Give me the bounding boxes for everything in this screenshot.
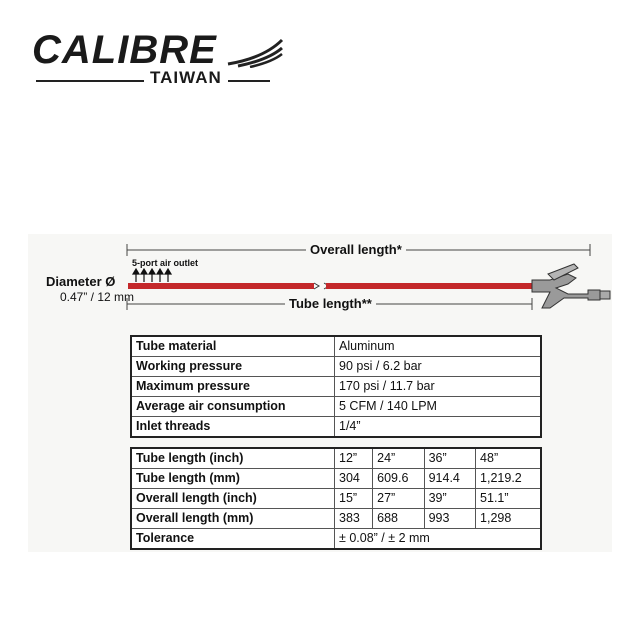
diameter-value: 0.47” / 12 mm <box>60 290 135 304</box>
outlet-arrows-icon <box>133 269 171 282</box>
logo-rule-left <box>36 80 144 82</box>
logo-brand-text: CALIBRE <box>32 28 217 72</box>
tube-segment-left <box>128 283 314 289</box>
inlet-fitting <box>600 291 610 299</box>
logo-subtitle: TAIWAN <box>150 68 222 87</box>
length-cell: 688 <box>373 509 424 529</box>
spec-label: Working pressure <box>131 357 335 377</box>
length-label: Tube length (mm) <box>131 469 335 489</box>
spec-table <box>130 335 542 438</box>
tolerance-label: Tolerance <box>131 529 335 550</box>
spec-label: Average air consumption <box>131 397 335 417</box>
table-row <box>131 509 541 529</box>
length-cell: 51.1” <box>476 489 541 509</box>
length-cell: 304 <box>335 469 373 489</box>
spec-value: 90 psi / 6.2 bar <box>335 357 542 377</box>
length-cell: 12” <box>335 448 373 469</box>
spec-value: 170 psi / 11.7 bar <box>335 377 542 397</box>
spec-value: 5 CFM / 140 LPM <box>335 397 542 417</box>
tube-length-label: Tube length** <box>285 296 376 311</box>
length-label: Overall length (inch) <box>131 489 335 509</box>
table-row <box>131 417 541 438</box>
spec-label: Inlet threads <box>131 417 335 438</box>
length-cell: 24” <box>373 448 424 469</box>
swoosh-icon <box>224 36 284 68</box>
length-cell: 39” <box>424 489 475 509</box>
table-row <box>131 489 541 509</box>
brand-logo <box>32 28 282 90</box>
length-cell: 993 <box>424 509 475 529</box>
overall-length-label: Overall length* <box>306 242 406 257</box>
table-row <box>131 377 541 397</box>
logo-rule-right <box>228 80 270 82</box>
spec-value: Aluminum <box>335 336 542 357</box>
length-cell: 383 <box>335 509 373 529</box>
tolerance-value: ± 0.08” / ± 2 mm <box>335 529 542 550</box>
spec-label: Maximum pressure <box>131 377 335 397</box>
spec-label: Tube material <box>131 336 335 357</box>
table-row <box>131 469 541 489</box>
length-cell: 914.4 <box>424 469 475 489</box>
length-cell: 1,298 <box>476 509 541 529</box>
table-row <box>131 448 541 469</box>
table-row <box>131 336 541 357</box>
tube-break-left <box>314 283 319 289</box>
length-label: Overall length (mm) <box>131 509 335 529</box>
length-table <box>130 447 542 550</box>
tube-segment-right <box>326 283 532 289</box>
length-cell: 15” <box>335 489 373 509</box>
length-cell: 27” <box>373 489 424 509</box>
table-row <box>131 529 541 550</box>
spec-value: 1/4” <box>335 417 542 438</box>
table-row <box>131 357 541 377</box>
length-cell: 1,219.2 <box>476 469 541 489</box>
blow-gun-handle-icon <box>532 264 610 308</box>
length-cell: 609.6 <box>373 469 424 489</box>
outlet-label: 5-port air outlet <box>132 258 199 268</box>
length-cell: 48” <box>476 448 541 469</box>
diameter-label: Diameter Ø <box>46 274 116 289</box>
length-cell: 36” <box>424 448 475 469</box>
table-row <box>131 397 541 417</box>
length-label: Tube length (inch) <box>131 448 335 469</box>
